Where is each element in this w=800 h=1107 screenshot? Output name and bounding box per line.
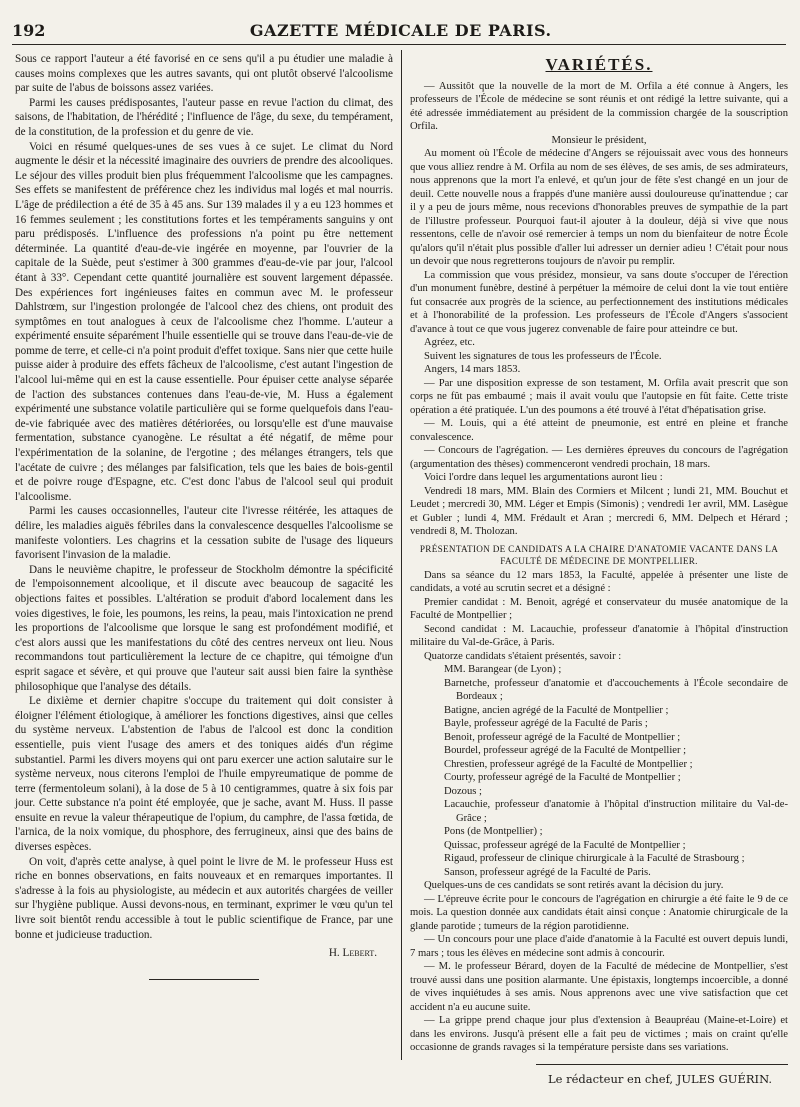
list-item: Lacauchie, professeur d'anatomie à l'hôpital d'instruction militaire du Val-de-Grâce ; <box>444 799 788 824</box>
news-item: Voici l'ordre dans lequel les argumentations auront lieu : <box>424 472 663 483</box>
end-rule <box>149 979 259 980</box>
page-number: 192 <box>12 21 46 40</box>
news-item: Quelques-uns de ces candidats se sont retirés avant la décision du jury. <box>424 880 724 891</box>
left-paragraph: Sous ce rapport l'auteur a été favorisé en ce sens qu'il a pu étudier une maladie à causes moins complexes que les autres savants, qui ont plutôt observé l'alcoolisme par suite de l'abus de boissons assez variées. <box>15 53 393 95</box>
letter-closing: Agréez, etc. <box>424 337 475 348</box>
left-paragraph: Le dixième et dernier chapitre s'occupe du traitement qui doit consister à éloigner l'élément étiologique, à améliorer les fonctions digestives, ainsi que celles du système nerveux. L'abstention de l'abus de l'alcool est donc la condition essentielle, puis vient l'usage des amers et des toniques aidés d'un régime substantiel. Parmi les divers moyens qui ont paru exercer une action salutaire sur le système nerveux, nous citerons l'emploi de l'huile empyreumatique de pomme de terre (fermentoleum solani), à la dose de 5 à 10 centigrammes, quatre à six fois par jour. Cette substance n'a point été employée, que je sache, avant M. Huss. Il passe ensuite en revue la valeur thérapeutique de l'opium, du camphre, de l'assa fœtida, de l'arnica, de la noix vomique, du phosphore, des ferrugineux, ainsi que des bains de diverses espèces. <box>15 695 393 854</box>
news-item: — M. Louis, qui a été atteint de pneumonie, est entré en pleine et franche convalescence. <box>410 418 788 443</box>
column-divider <box>401 50 402 1060</box>
footer-rule <box>536 1064 788 1065</box>
candidates-count: Quatorze candidats s'étaient présentés, savoir : <box>424 650 622 662</box>
left-paragraph: Dans le neuvième chapitre, le professeur de Stockholm démontre la spécificité de l'empoisonnement alcoolique, et il discute avec beaucoup de sagacité les objections faites et possibles. L'altération se produit d'abord localement dans les voies digestives, le foie, les poumons, les reins, la peau, mais l'intoxication ne prend les proportions de l'alcoolisme que lorsque le sang est profondément modifié, et c'est alors aussi que les manifestations du côté des centres nerveux ont lieu. Nous recommandons tout particulièrement la lecture de ce chapitre, qui témoigne d'un esprit sagace et sévère, et qui prouve que l'auteur sait aussi bien faire la synthèse philosophique que l'analyse des détails. <box>15 563 393 693</box>
page-header <box>12 10 786 40</box>
presentation-intro: Dans sa séance du 12 mars 1853, la Faculté, appelée à présenter une liste de candidats, a voté au scrutin secret et a désigné : <box>410 569 788 594</box>
letter-signatures: Suivent les signatures de tous les professeurs de l'École. <box>424 350 662 362</box>
news-item: — Par une disposition expresse de son testament, M. Orfila avait prescrit que son corps ne fût pas embaumé ; mais il avait voulu que l'autopsie en fût faite. Cette triste opération a été pratiquée. L'un des poumons a été trouvé à l'état d'hépatisation grise. <box>410 377 788 416</box>
left-paragraph: Parmi les causes occasionnelles, l'auteur cite l'ivresse réitérée, les attaques de délire, les maladies aiguës fébriles dans la convalescence desquelles l'alcoolisme se manifeste volontiers. Les chagrins et la cessation subite de l'usage des liqueurs favorisent l'invasion de la maladie. <box>15 505 393 562</box>
letter-paragraph: La commission que vous présidez, monsieur, va sans doute s'occuper de l'érection d'un monument funèbre, destiné à perpétuer la mémoire de celui dont la vie tout entière fut consacrée aux progrès de la science, au perfectionnement des institutions médicales et à l'honorabilité de la profession. Les professeurs de l'École d'Angers s'associent d'avance à tout ce que vous jugerez convenable de faire pour atteindre ce but. <box>410 269 788 335</box>
candidate-list <box>410 663 788 879</box>
list-item: Quissac, professeur agrégé de la Faculté de Montpellier ; <box>444 839 686 851</box>
author-signature: H. Lebert. <box>328 947 377 960</box>
left-paragraph: Parmi les causes prédisposantes, l'auteur passe en revue l'action du climat, des saisons, de l'habitation, de l'hérédité ; l'influence de l'âge, du sexe, du tempérament, de la constitution, de la profession et du genre de vie. <box>15 96 393 138</box>
list-item: Chrestien, professeur agrégé de la Faculté de Montpellier ; <box>444 758 693 770</box>
news-item: — Aussitôt que la nouvelle de la mort de M. Orfila a été connue à Angers, les professeurs de l'École de médecine se sont réunis et ont rédigé la lettre suivante, qui a été adressée immédiatement au président de la commission chargée de la souscription Orfila. <box>410 80 788 132</box>
list-item: Benoit, professeur agrégé de la Faculté de Montpellier ; <box>444 731 681 743</box>
presentation-heading: PRÉSENTATION DE CANDIDATS A LA CHAIRE D'ANATOMIE VACANTE DANS LA FACULTÉ DE MÉDECINE DE MONTPELLIER. <box>419 543 779 566</box>
left-paragraph: On voit, d'après cette analyse, à quel point le livre de M. le professeur Huss est riche en bonnes observations, en faits nouveaux et en remarques importantes. Il s'adresse à la fois au physiologiste, au médecin et aux autorités chargées de veiller sur l'hygiène publique. Aussi devons-nous, en terminant, exprimer le vœu qu'un tel livre soit bientôt rendu accessible à tout le public scientifique de France, par une bonne et judicieuse traduction. <box>15 855 393 941</box>
second-candidate: Second candidat : M. Lacauchie, professeur d'anatomie à l'hôpital d'instruction militaire du Val-de-Grâce, à Paris. <box>410 623 788 648</box>
header-rule <box>12 44 786 45</box>
letter-salutation: Monsieur le président, <box>551 134 647 146</box>
left-column <box>15 52 393 980</box>
letter-paragraph: Au moment où l'École de médecine d'Angers se réjouissait avec vous des honneurs que vous alliez rendre à M. Orfila au nom de ses élèves, de ses amis, de ses admirateurs, nous apprenons que la mort l'a enlevé, et qu'un jour de fête s'est changé en un jour de deuil. Cette nouvelle nous a frappés d'une manière aussi douloureuse qu'inattendue ; car il y a peu de jours même, nous recevions d'honorables preuves de sympathie de la part de l'illustre professeur. Pourquoi faut-il ajouter à la douleur, déjà si vive que nous ressentons, celle de n'avoir osé remercier à temps un nom du bienfaiteur de notre École qu'alors qu'il n'était plus possible d'aller lui adresser un dernier adieu ! C'était pour nous un devoir que nous regretterons toujours de n'avoir pu remplir. <box>410 148 788 267</box>
letter-date: Angers, 14 mars 1853. <box>424 364 521 375</box>
news-item: — Concours de l'agrégation. — Les dernières épreuves du concours de l'agrégation (argumentation des thèses) commenceront vendredi prochain, 18 mars. <box>410 445 788 470</box>
section-title: VARIÉTÉS. <box>545 55 653 74</box>
list-item: Courty, professeur agrégé de la Faculté de Montpellier ; <box>444 772 681 783</box>
list-item: Rigaud, professeur de clinique chirurgicale à la Faculté de Strasbourg ; <box>444 853 745 864</box>
news-item: — La grippe prend chaque jour plus d'extension à Beaupréau (Maine-et-Loire) et dans les environs. Jusqu'à présent elle a fait peu de victimes ; mais on craint qu'elle occasionne de grands ravages si la température persiste dans ses variations. <box>410 1015 788 1053</box>
list-item: Dozous ; <box>444 785 482 797</box>
list-item: Batigne, ancien agrégé de la Faculté de Montpellier ; <box>444 704 669 716</box>
journal-title: GAZETTE MÉDICALE DE PARIS. <box>249 21 552 40</box>
list-item: Barnetche, professeur d'anatomie et d'accouchements à l'École secondaire de Bordeaux ; <box>444 677 788 702</box>
news-item: — Un concours pour une place d'aide d'anatomie à la Faculté est ouvert depuis lundi, 7 mars ; tous les élèves en médecine sont admis à concourir. <box>410 934 788 959</box>
editor-signature: Le rédacteur en chef, JULES GUÉRIN. <box>548 1072 773 1086</box>
list-item: Pons (de Montpellier) ; <box>444 826 543 837</box>
right-column <box>410 52 788 1055</box>
news-item: Vendredi 18 mars, MM. Blain des Cormiers et Milcent ; lundi 21, MM. Bouchut et Leudet ; mercredi 30, MM. Léger et Empis (Simonis) ; vendredi 1er avril, MM. Lasègue et Gubler ; lundi 4, MM. Frédault et Aran ; mercredi 6, MM. Delpech et Hérard ; vendredi 8, M. Tholozan. <box>410 485 788 537</box>
list-item: Sanson, professeur agrégé de la Faculté de Paris. <box>444 866 651 878</box>
news-item: — L'épreuve écrite pour le concours de l'agrégation en chirurgie a été faite le 9 de ce mois. La question donnée aux candidats était ainsi conçue : Anatomie chirurgicale de la glande parotide ; tumeurs de la région parotidienne. <box>410 893 788 932</box>
list-item: Bayle, professeur agrégé de la Faculté de Paris ; <box>444 718 648 729</box>
news-item: — M. le professeur Bérard, doyen de la Faculté de médecine de Montpellier, s'est trouvé aussi dans une position alarmante. Une épistaxis, longtemps incoercible, a donné de vives inquiétudes à ses amis. Nous apprenons avec une vive satisfaction que cet accident n'a eu aucune suite. <box>410 961 788 1013</box>
first-candidate: Premier candidat : M. Benoit, agrégé et conservateur du musée anatomique de la Faculté de Montpellier ; <box>410 596 788 621</box>
list-item: MM. Barangear (de Lyon) ; <box>444 664 562 675</box>
list-item: Bourdel, professeur agrégé de la Faculté de Montpellier ; <box>444 745 687 756</box>
left-paragraph: Voici en résumé quelques-unes de ses vues à ce sujet. Le climat du Nord augmente le désir et la nécessité imaginaire des ouvriers de prendre des alcooliques. Le séjour des villes produit bien plus fréquemment l'alcoolisme que les campagnes. Ses effets se manifestent de préférence chez les individus mal logés et mal nourris. L'âge de prédilection a été de 35 à 45 ans. Sur 139 malades il y a eu 123 hommes et 16 femmes seulement ; les constitutions fortes et les tempéraments sanguins y ont paru prédisposés. L'influence des professions n'a point pu être nettement déterminée. La quantité d'eau-de-vie ingérée en moyenne, par l'ouvrier de la capitale de la Suède, peut s'estimer à 300 grammes d'eau-de-vie par jour, l'alcool étant à 33°. Cependant cette quantité journalière est souvent largement dépassée. Des expériences fort ingénieuses faites en commun avec M. le professeur Dahlstrœm, sur l'ingestion prolongée de l'alcool chez des chiens, ont produit des symptômes en tout analogues à ceux de l'alcoolisme chez l'homme. L'auteur a expérimenté ensuite séparément l'huile essentielle qui se trouve dans l'eau-de-vie de pomme de terre, et celle-ci n'a point produit d'effet toxique. Sans nier que cette huile puisse aider à produire des effets fâcheux de l'alcoolisme, c'est autant l'ingestion de l'alcool lui-même qui en est la cause essentielle. Pour épuiser cette analyse séparée de l'action des substances contenues dans l'eau-de-vie, M. Huss a également expérimenté une substance volatile particulière qui se forme quelquefois dans l'eau-de-vie fabriquée avec des matières détériorées, ou lorsqu'elle est d'une mauvaise fermentation, substance cyanogène. Le résultat a été négatif, de même pour l'expérimentation de la solanine, de l'ergotine ; des mélanges étrangers, tels que l'acétate de cuivre ; des mélanges par falsification, tels que les baies de bois-gentil et de poivre rouge d'Espagne, etc. C'est donc l'abus de l'alcool seul qui produit l'alcoolisme. <box>15 140 393 503</box>
